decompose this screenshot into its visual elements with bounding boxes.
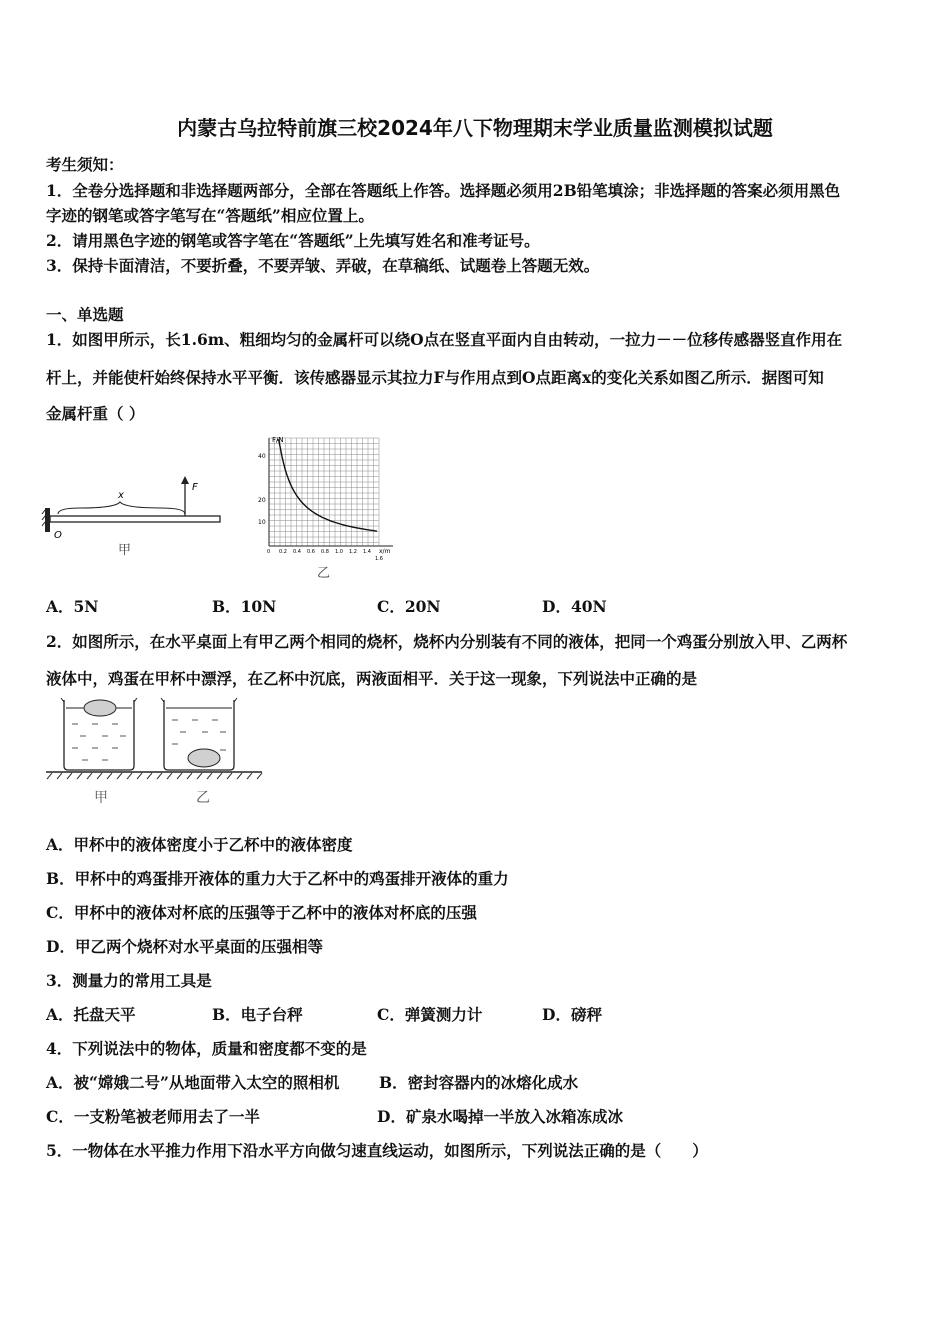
- figure-caption: 甲: [94, 790, 108, 806]
- notice-item: 1．全卷分选择题和非选择题两部分，全部在答题纸上作答。选择题必须用2B铅笔填涂；非选择题的答案必须用黑色: [46, 181, 841, 200]
- x-tick: 0: [267, 549, 271, 555]
- q2-option-b[interactable]: B．甲杯中的鸡蛋排开液体的重力大于乙杯中的鸡蛋排开液体的重力: [46, 869, 509, 888]
- q4-stem: 4．下列说法中的物体，质量和密度都不变的是: [46, 1039, 367, 1058]
- q3-option-b[interactable]: B．电子台秤: [212, 1005, 303, 1024]
- wall-mount: [45, 508, 50, 532]
- y-tick: 40: [258, 453, 266, 460]
- egg-sunk: [188, 749, 220, 767]
- x-tick: 0.4: [293, 549, 301, 555]
- x-tick: 1.6: [375, 556, 383, 562]
- q1-option-a[interactable]: A．5N: [46, 597, 99, 616]
- q2-option-a[interactable]: A．甲杯中的液体密度小于乙杯中的液体密度: [46, 835, 353, 854]
- x-axis-label: x/m: [379, 548, 391, 555]
- beakers-figure: [44, 694, 264, 808]
- notice-heading: 考生须知：: [46, 155, 124, 174]
- q4-option-c[interactable]: C．一支粉笔被老师用去了一半: [46, 1107, 260, 1126]
- y-tick: 20: [258, 497, 266, 504]
- q1-stem-line: 1．如图甲所示，长1.6m、粗细均匀的金属杆可以绕O点在竖直平面内自由转动，一拉力－－位移传感器竖直作用在: [46, 330, 843, 349]
- figure-caption: 乙: [196, 790, 210, 806]
- notice-item: 2．请用黑色字迹的钢笔或答字笔在“答题纸”上先填写姓名和准考证号。: [46, 231, 540, 250]
- y-axis-label: F/N: [272, 436, 284, 444]
- q4-option-b[interactable]: B．密封容器内的冰熔化成水: [379, 1073, 579, 1092]
- q1-option-d[interactable]: D．40N: [542, 597, 607, 616]
- figure-caption: 乙: [317, 566, 331, 581]
- egg-floating: [84, 700, 116, 716]
- figure-caption: 甲: [118, 543, 132, 558]
- notice-item: 3．保持卡面清洁，不要折叠，不要弄皱、弄破，在草稿纸、试题卷上答题无效。: [46, 256, 600, 275]
- graph-grid: [269, 438, 379, 546]
- x-tick: 1.4: [363, 549, 371, 555]
- q5-stem: 5．一物体在水平推力作用下沿水平方向做匀速直线运动，如图所示，下列说法正确的是（ ）: [46, 1141, 708, 1160]
- q3-stem: 3．测量力的常用工具是: [46, 971, 212, 990]
- force-curve: [277, 440, 377, 531]
- q1-option-c[interactable]: C．20N: [377, 597, 441, 616]
- q4-option-d[interactable]: D．矿泉水喝掉一半放入冰箱冻成冰: [377, 1107, 623, 1126]
- page-title: 内蒙古乌拉特前旗三校2024年八下物理期末学业质量监测模拟试题: [177, 116, 773, 140]
- q3-option-a[interactable]: A．托盘天平: [46, 1005, 136, 1024]
- force-label: F: [192, 482, 198, 493]
- x-tick: 0.8: [321, 549, 329, 555]
- q2-option-d[interactable]: D．甲乙两个烧杯对水平桌面的压强相等: [46, 937, 323, 956]
- x-tick: 0.6: [307, 549, 315, 555]
- q3-option-d[interactable]: D．磅秤: [542, 1005, 602, 1024]
- lever-figure: [40, 450, 230, 560]
- q2-stem-line: 液体中，鸡蛋在甲杯中漂浮，在乙杯中沉底，两液面相平．关于这一现象，下列说法中正确的是: [46, 669, 698, 688]
- pivot-label: O: [54, 530, 62, 541]
- fx-graph: [255, 432, 405, 582]
- section-heading: 一、单选题: [46, 305, 124, 324]
- x-tick: 0.2: [279, 549, 287, 555]
- q2-option-c[interactable]: C．甲杯中的液体对杯底的压强等于乙杯中的液体对杯底的压强: [46, 903, 477, 922]
- y-tick: 10: [258, 519, 266, 526]
- notice-item: 字迹的钢笔或答字笔写在“答题纸”相应位置上。: [46, 206, 374, 225]
- x-label: x: [118, 490, 124, 501]
- x-tick: 1.0: [335, 549, 343, 555]
- x-brace: [58, 502, 185, 514]
- q4-option-a[interactable]: A．被“嫦娥二号”从地面带入太空的照相机: [46, 1073, 340, 1092]
- q1-stem-line: 金属杆重（ ）: [46, 404, 145, 423]
- q3-option-c[interactable]: C．弹簧测力计: [377, 1005, 483, 1024]
- q1-stem-line: 杆上，并能使杆始终保持水平平衡．该传感器显示其拉力F与作用点到O点距离x的变化关系如图乙所示．据图可知: [46, 368, 824, 387]
- metal-rod: [50, 516, 220, 522]
- q1-option-b[interactable]: B．10N: [212, 597, 277, 616]
- x-tick: 1.2: [349, 549, 357, 555]
- q2-stem-line: 2．如图所示，在水平桌面上有甲乙两个相同的烧杯，烧杯内分别装有不同的液体，把同一个鸡蛋分别放入甲、乙两杯: [46, 632, 848, 651]
